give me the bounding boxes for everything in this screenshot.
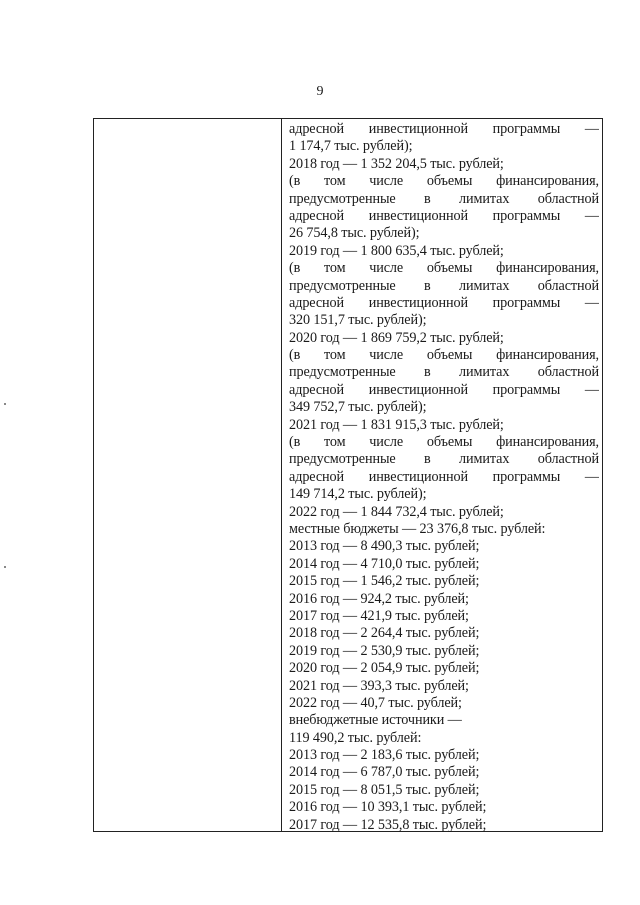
text-line: адресной инвестиционной программы —	[289, 468, 599, 485]
page-number: 9	[316, 84, 324, 99]
text-line: 149 714,2 тыс. рублей);	[289, 486, 427, 503]
text-line: (в том числе объемы финансирования,	[289, 347, 599, 364]
scan-mark	[4, 403, 6, 405]
text-line: 2017 год — 12 535,8 тыс. рублей;	[289, 816, 487, 833]
text-line: 119 490,2 тыс. рублей:	[289, 729, 422, 746]
text-line: 2014 год — 4 710,0 тыс. рублей;	[289, 555, 480, 572]
text-line: (в том числе объемы финансирования,	[289, 434, 599, 451]
text-line: предусмотренные в лимитах областной	[289, 190, 599, 207]
text-line: адресной инвестиционной программы —	[289, 294, 599, 311]
text-line: 2019 год — 2 530,9 тыс. рублей;	[289, 642, 480, 659]
text-line: 349 752,7 тыс. рублей);	[289, 399, 427, 416]
text-line: 2013 год — 8 490,3 тыс. рублей;	[289, 538, 480, 555]
text-line: 2016 год — 10 393,1 тыс. рублей;	[289, 799, 487, 816]
text-line: 2018 год — 2 264,4 тыс. рублей;	[289, 625, 480, 642]
column-divider	[281, 119, 282, 831]
funding-text-cell	[289, 121, 599, 834]
scan-mark	[4, 566, 6, 568]
text-line: 2021 год — 393,3 тыс. рублей;	[289, 677, 469, 694]
text-line: 320 151,7 тыс. рублей);	[289, 312, 427, 329]
text-line: 2020 год — 2 054,9 тыс. рублей;	[289, 660, 480, 677]
text-line: 2014 год — 6 787,0 тыс. рублей;	[289, 764, 480, 781]
text-line: адресной инвестиционной программы —	[289, 381, 599, 398]
text-line: 1 174,7 тыс. рублей);	[289, 138, 413, 155]
text-line: 2018 год — 1 352 204,5 тыс. рублей;	[289, 155, 504, 172]
text-line: 2016 год — 924,2 тыс. рублей;	[289, 590, 469, 607]
text-line: 2015 год — 8 051,5 тыс. рублей;	[289, 781, 480, 798]
text-line: 26 754,8 тыс. рублей);	[289, 225, 420, 242]
text-line: предусмотренные в лимитах областной	[289, 277, 599, 294]
text-line: (в том числе объемы финансирования,	[289, 260, 599, 277]
text-line: 2017 год — 421,9 тыс. рублей;	[289, 607, 469, 624]
text-line: 2021 год — 1 831 915,3 тыс. рублей;	[289, 416, 504, 433]
text-line: предусмотренные в лимитах областной	[289, 451, 599, 468]
funding-table	[93, 118, 603, 832]
text-line: 2020 год — 1 869 759,2 тыс. рублей;	[289, 329, 504, 346]
text-line: 2019 год — 1 800 635,4 тыс. рублей;	[289, 242, 504, 259]
text-line: 2015 год — 1 546,2 тыс. рублей;	[289, 573, 480, 590]
text-line: адресной инвестиционной программы —	[289, 207, 599, 224]
text-line: 2022 год — 40,7 тыс. рублей;	[289, 694, 462, 711]
text-line: (в том числе объемы финансирования,	[289, 173, 599, 190]
text-line: 2013 год — 2 183,6 тыс. рублей;	[289, 747, 480, 764]
text-line: внебюджетные источники —	[289, 712, 462, 729]
text-line: местные бюджеты — 23 376,8 тыс. рублей:	[289, 520, 546, 537]
text-line: 2022 год — 1 844 732,4 тыс. рублей;	[289, 503, 504, 520]
text-line: адресной инвестиционной программы —	[289, 121, 599, 137]
text-line: предусмотренные в лимитах областной	[289, 364, 599, 381]
